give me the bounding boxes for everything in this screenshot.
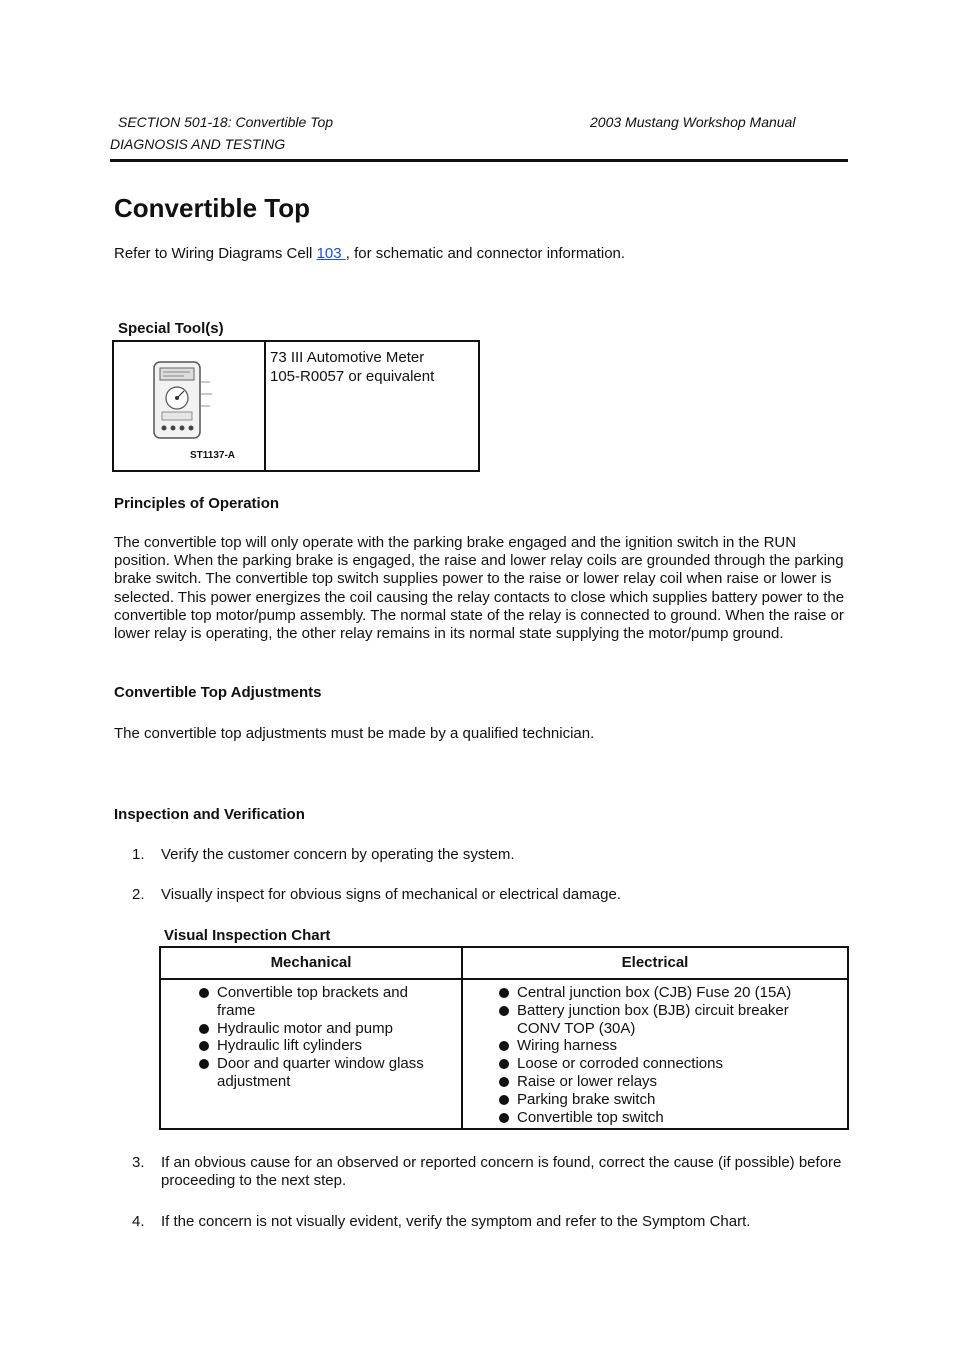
list-item: Central junction box (CJB) Fuse 20 (15A) bbox=[497, 984, 817, 1002]
multimeter-icon bbox=[114, 342, 264, 470]
section-title: SECTION 501-18: Convertible Top bbox=[118, 114, 334, 130]
bullet-icon bbox=[499, 1041, 509, 1051]
meter-illustration bbox=[114, 342, 266, 470]
tool-part-number: 105-R0057 or equivalent bbox=[270, 368, 435, 385]
bullet-icon bbox=[199, 1024, 209, 1034]
wiring-cell-link[interactable]: 103 bbox=[316, 245, 346, 262]
special-tools-heading: Special Tool(s) bbox=[118, 320, 224, 337]
mechanical-column-header: Mechanical bbox=[161, 948, 461, 980]
step-text: If the concern is not visually evident, verify the symptom and refer to the Symptom Chart. bbox=[161, 1213, 751, 1230]
wiring-reference bbox=[114, 245, 625, 262]
bullet-icon bbox=[499, 1113, 509, 1123]
step-text: If an obvious cause for an observed or reported concern is found, correct the cause (if possible) before proceeding to the next step. bbox=[161, 1154, 842, 1189]
list-item: Door and quarter window glass adjustment bbox=[197, 1055, 447, 1091]
list-item: Wiring harness bbox=[497, 1037, 817, 1055]
inspection-heading: Inspection and Verification bbox=[114, 806, 305, 823]
list-item: Hydraulic motor and pump bbox=[197, 1020, 447, 1038]
visual-inspection-chart bbox=[159, 946, 849, 1130]
bullet-icon bbox=[499, 1077, 509, 1087]
list-item: Loose or corroded connections bbox=[497, 1055, 817, 1073]
bullet-icon bbox=[499, 988, 509, 998]
list-item: Parking brake switch bbox=[497, 1091, 817, 1109]
mechanical-list bbox=[197, 984, 447, 1091]
header-divider bbox=[110, 159, 848, 162]
wiring-reference-text-after: , for schematic and connector information. bbox=[345, 245, 626, 262]
adjustments-heading: Convertible Top Adjustments bbox=[114, 684, 322, 701]
subsection-title: DIAGNOSIS AND TESTING bbox=[110, 136, 286, 152]
electrical-list bbox=[497, 984, 817, 1126]
step-number: 2. bbox=[132, 886, 145, 903]
list-item: Hydraulic lift cylinders bbox=[197, 1037, 447, 1055]
page-title: Convertible Top bbox=[114, 193, 310, 223]
bullet-icon bbox=[499, 1095, 509, 1105]
step-text: Verify the customer concern by operating the system. bbox=[161, 846, 515, 863]
list-item: Raise or lower relays bbox=[497, 1073, 817, 1091]
bullet-icon bbox=[199, 1059, 209, 1069]
adjustments-text: The convertible top adjustments must be made by a qualified technician. bbox=[114, 725, 595, 742]
visual-inspection-chart-title: Visual Inspection Chart bbox=[164, 927, 331, 944]
bullet-icon bbox=[499, 1059, 509, 1069]
page-header bbox=[110, 114, 848, 152]
bullet-icon bbox=[499, 1006, 509, 1016]
electrical-column-header: Electrical bbox=[463, 948, 847, 980]
list-item: Battery junction box (BJB) circuit breaker CONV TOP (30A) bbox=[497, 1002, 817, 1038]
step-text: Visually inspect for obvious signs of mechanical or electrical damage. bbox=[161, 886, 621, 903]
manual-title: 2003 Mustang Workshop Manual bbox=[590, 114, 796, 130]
step-number: 1. bbox=[132, 846, 145, 863]
principles-heading: Principles of Operation bbox=[114, 495, 280, 512]
bullet-icon bbox=[199, 1041, 209, 1051]
step-number: 3. bbox=[132, 1154, 145, 1171]
wiring-reference-text-before: Refer to Wiring Diagrams Cell bbox=[114, 245, 317, 262]
list-item: Convertible top switch bbox=[497, 1109, 817, 1127]
column-divider bbox=[461, 948, 463, 1128]
special-tools-table bbox=[112, 340, 480, 472]
step-number: 4. bbox=[132, 1213, 145, 1230]
bullet-icon bbox=[199, 988, 209, 998]
tool-name: 73 III Automotive Meter bbox=[270, 349, 425, 366]
illustration-code: ST1137-A bbox=[190, 450, 236, 461]
principles-text: The convertible top will only operate with the parking brake engaged and the ignition switch in the RUN position. When the parking brake is engaged, the raise and lower relay coils are grounded through the parking brake switch. The convertible top switch supplies power to the raise or lower relay coil when raise or lower is selected. This power energizes the coil causing the relay contacts to close which supplies battery power to the convertible top motor/pump assembly. The normal state of the relay is connected to ground. When the raise or lower relay is operating, the other relay remains in its normal state supplying the motor/pump ground. bbox=[114, 534, 845, 643]
list-item: Convertible top brackets and frame bbox=[197, 984, 447, 1020]
